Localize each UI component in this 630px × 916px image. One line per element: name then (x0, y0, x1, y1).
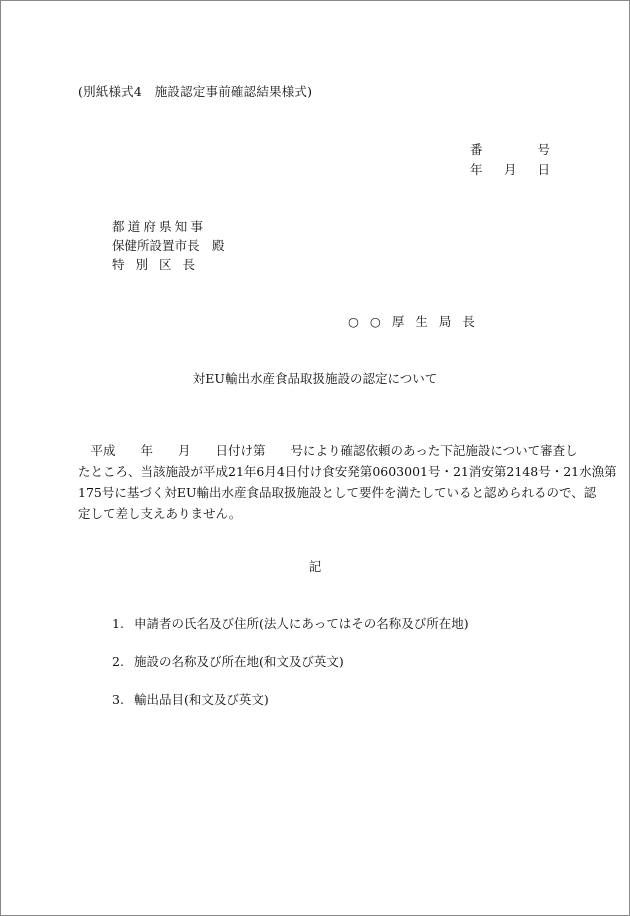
addressee-line-3: 特別区長 (112, 257, 207, 272)
body-line: 175号に基づく対EU輸出水産食品取扱施設として要件を満たしていると認められるので、認 (78, 485, 597, 500)
list-item-number: 2. (112, 654, 124, 669)
list-item-text: 申請者の氏名及び住所(法人にあってはその名称及び所在地) (133, 616, 469, 631)
body-line: 平成 年 月 日付け第 号により確認依頼のあった下記施設について審査し (78, 443, 578, 458)
sender: ○○厚生局長 (348, 314, 486, 329)
list-item-number: 3. (112, 692, 124, 707)
list-item-text: 施設の名称及び所在地(和文及び英文) (133, 654, 344, 669)
date-month: 月 (504, 162, 517, 177)
list-item (112, 614, 469, 632)
list-item (112, 690, 269, 708)
addressee-line-1: 都道府県知事 (112, 219, 207, 234)
body-line: たところ、当該施設が平成21年6月4日付け食安発第0603001号・21消安第2148号・21水漁第 (78, 464, 617, 479)
body-line: 定して差し支えありません。 (78, 506, 242, 521)
document-title: 対EU輸出水産食品取扱施設の認定について (192, 371, 438, 386)
list-item-number: 1. (112, 616, 124, 631)
date-day: 日 (537, 162, 550, 177)
list-item (112, 652, 344, 670)
form-label: (別紙様式4 施設認定事前確認結果様式) (78, 84, 313, 99)
addressee-line-2: 保健所設置市長 殿 (112, 238, 225, 253)
number-label-ban: 番 (470, 142, 483, 157)
body-paragraph (78, 440, 617, 524)
ki-heading: 記 (308, 559, 322, 574)
date-year: 年 (470, 162, 483, 177)
list-item-text: 輸出品目(和文及び英文) (133, 692, 269, 707)
number-label-go: 号 (537, 142, 550, 157)
